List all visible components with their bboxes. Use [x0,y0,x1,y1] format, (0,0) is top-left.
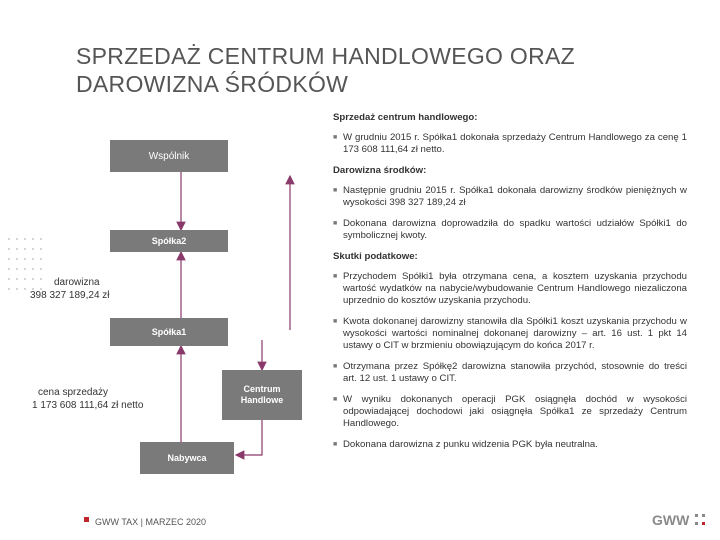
footer-accent-square-icon [84,517,89,522]
bullet-item [333,439,687,451]
bullet-text: Dokonana darowizna doprowadziła do spadku wartości udziałów Spółki1 do symbolicznej kwoty. [343,218,687,241]
box-spolka2 [110,230,228,252]
description-panel [333,112,687,460]
label-darowizna [30,276,140,302]
box-centrum-line2: Handlowe [240,395,284,405]
box-spolka1 [110,318,228,346]
bullet-text: Kwota dokonanej darowizny stanowiła dla Spółki1 koszt uzyskania przychodu w wysokości wartości nominalnej dokonanej darowizny – art. 16 ust. 1 pkt 14 ustawy o CIT w brzmieniu obowiązującym do końca 2017 r. [343,316,687,351]
box-centrum-line1: Centrum [243,384,281,394]
box-nabywca-label: Nabywca [167,453,207,463]
box-centrum-handlowe [222,370,302,420]
bullet-item [333,394,687,430]
footer [84,517,206,527]
section-heading: Skutki podatkowe: [333,251,418,262]
box-wspolnik [110,140,228,172]
bullet-text: Następnie grudniu 2015 r. Spółka1 dokonała darowizny środków pieniężnych w wysokości 398 327 189,24 zł [343,185,687,208]
bullet-item [333,316,687,352]
bullet-marker-icon: ■ [333,134,338,141]
bullet-text: W grudniu 2015 r. Spółka1 dokonała sprzedaży Centrum Handlowego za cenę 1 173 608 111,64 zł netto. [343,132,687,155]
bullet-marker-icon: ■ [333,441,338,448]
slide-title-line1: SPRZEDAŻ CENTRUM HANDLOWEGO ORAZ [76,43,576,69]
label-cena-title: cena sprzedaży [38,387,109,398]
section-darowizna [333,165,687,242]
bullet-text: Przychodem Spółki1 była otrzymana cena, a kosztem uzyskania przychodu wartość wydatków na nabycie/wybudowanie Centrum Handlowego niezaliczona uprzednio do kosztów uzyskania przychodu. [343,271,687,306]
gww-logo [652,512,707,528]
logo-dots-icon [693,513,707,527]
bullet-marker-icon: ■ [333,273,338,280]
bullet-marker-icon: ■ [333,187,338,194]
bullet-item [333,132,687,156]
bullet-item [333,218,687,242]
section-sprzedaz [333,112,687,156]
label-cena-sprzedazy [32,386,152,412]
label-cena-amount: 1 173 608 111,64 zł netto [32,400,144,411]
footer-text: GWW TAX | MARZEC 2020 [95,517,207,527]
bullet-text: W wyniku dokonanych operacji PGK osiągnęła dochód w wysokości odpowiadającej dochodowi jaki osiągnęła Spółka1 ze sprzedaży Centrum Handlowego. [343,394,687,429]
slide-title-line2: DAROWIZNA ŚRÓDKÓW [76,71,349,97]
box-wspolnik-label: Wspólnik [148,150,190,162]
bullet-marker-icon: ■ [333,363,338,370]
gww-logo-text: GWW [652,512,690,528]
bullet-item [333,185,687,209]
bullet-item [333,271,687,307]
section-heading: Darowizna środków: [333,165,427,176]
box-spolka2-label: Spółka2 [151,236,187,246]
label-darowizna-amount: 398 327 189,24 zł [30,290,110,301]
box-nabywca [140,442,234,474]
bullet-text: Otrzymana przez Spółkę2 darowizna stanowiła przychód, stosownie do treści art. 12 ust. 1 ustawy o CIT. [343,361,687,384]
section-skutki [333,251,687,451]
bullet-item [333,361,687,385]
bullet-marker-icon: ■ [333,318,338,325]
bullet-text: Dokonana darowizna z punku widzenia PGK była neutralna. [343,439,598,450]
label-darowizna-title: darowizna [54,277,100,288]
box-spolka1-label: Spółka1 [151,327,187,337]
section-heading: Sprzedaż centrum handlowego: [333,112,478,123]
bullet-marker-icon: ■ [333,220,338,227]
line-centrum-nabywca [236,420,262,455]
bullet-marker-icon: ■ [333,396,338,403]
